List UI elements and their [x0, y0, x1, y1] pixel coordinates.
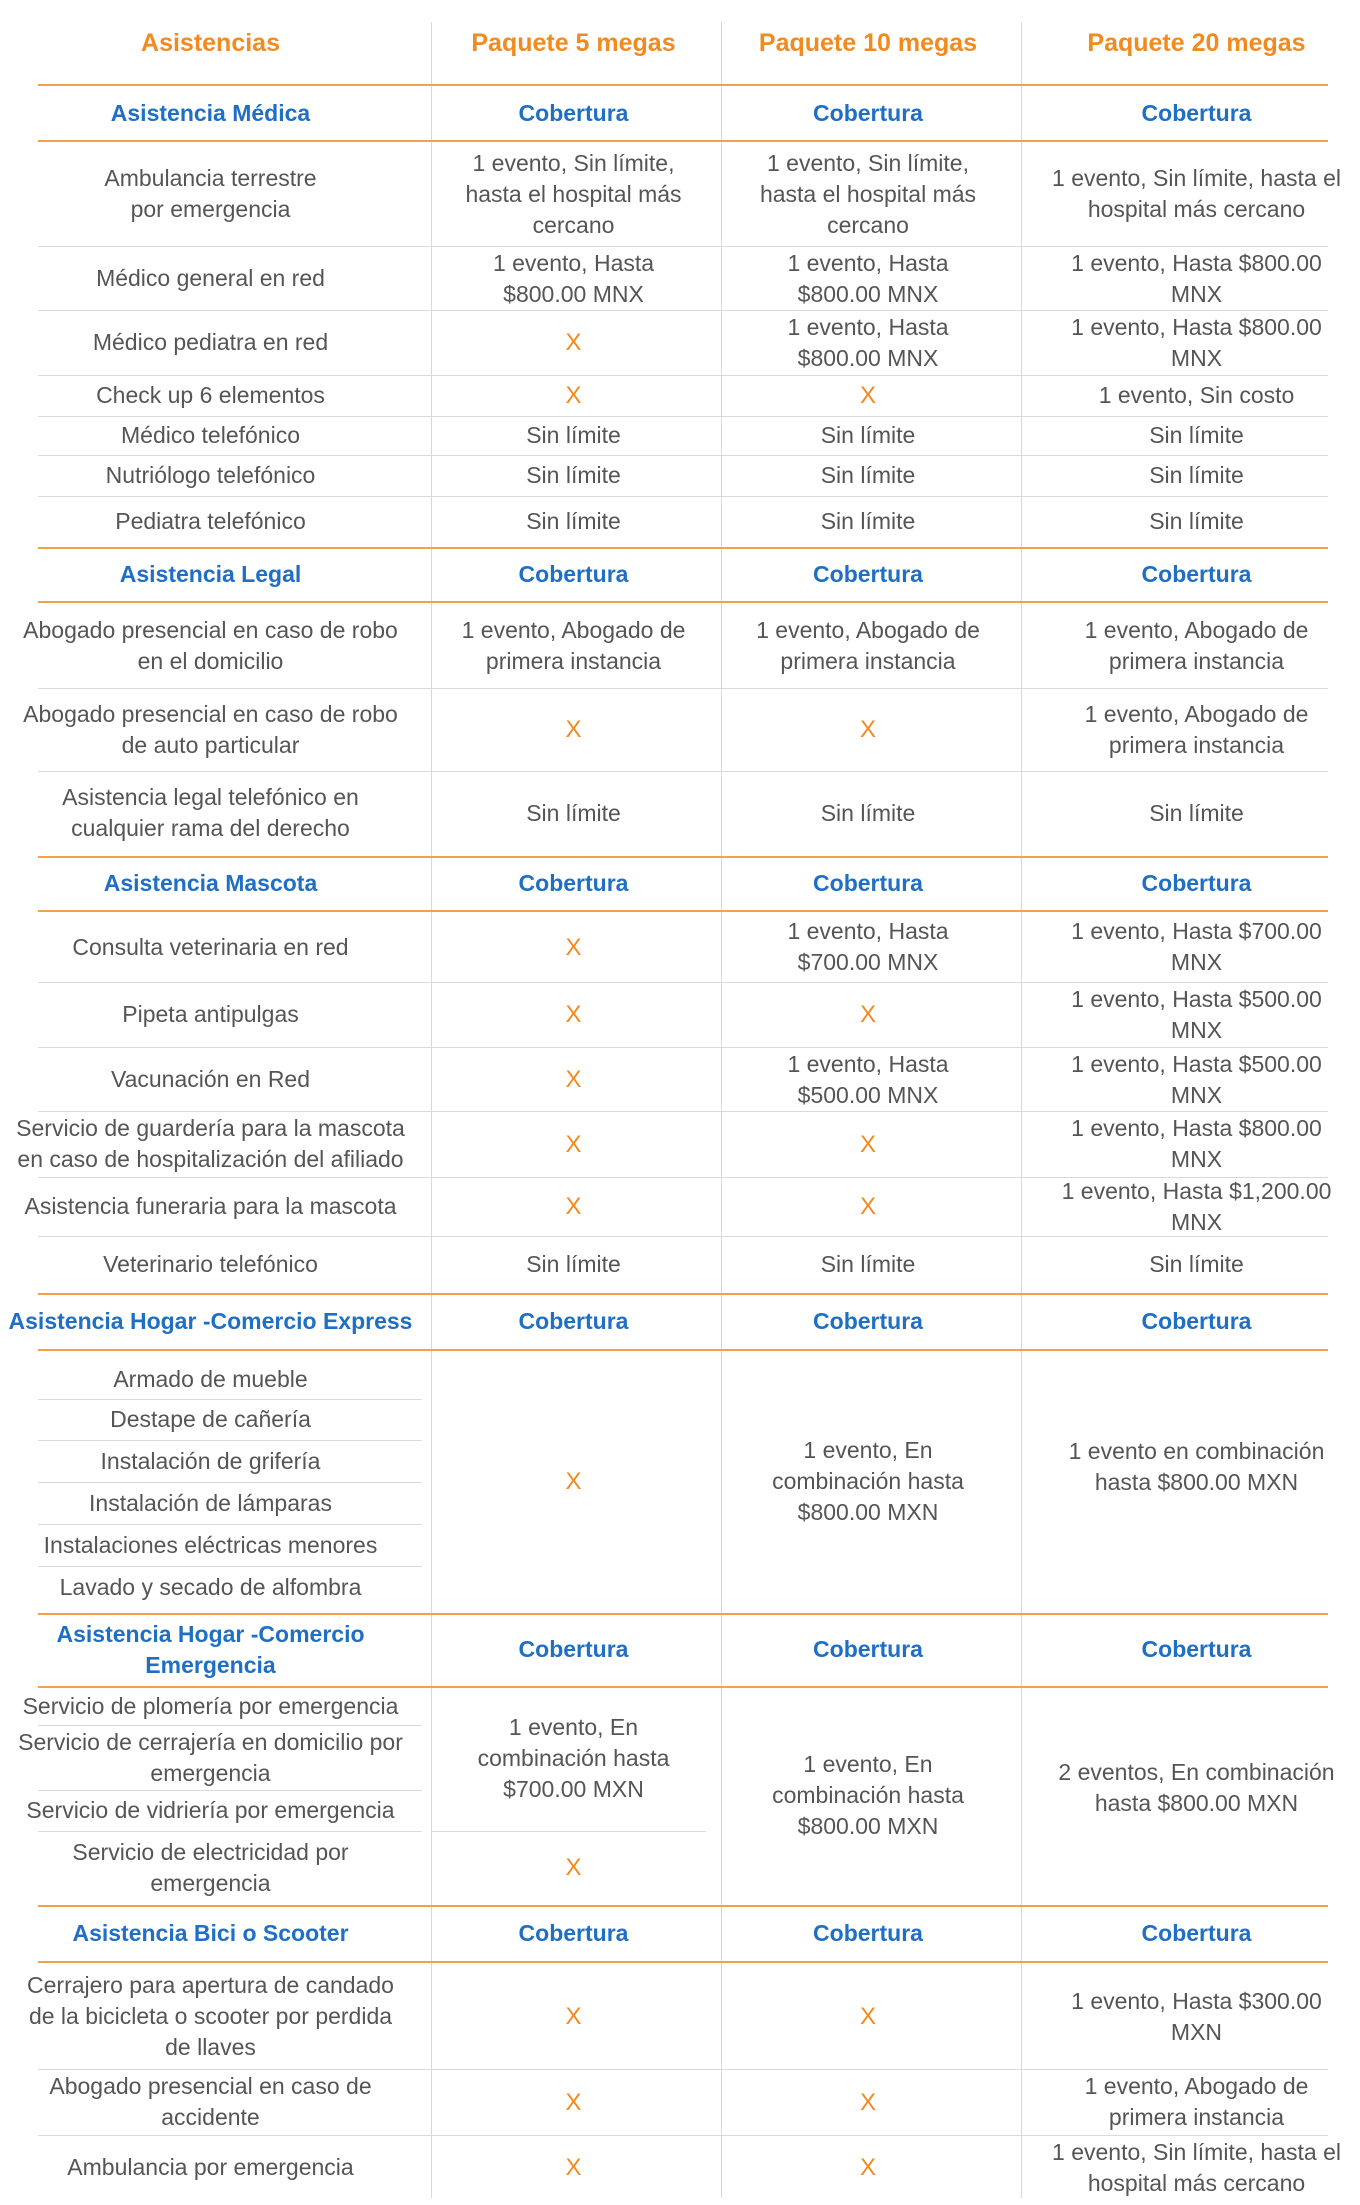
coverage-label: Cobertura	[518, 100, 629, 126]
row-label: Asistencia legal telefónico en cualquier rama del derecho	[62, 784, 359, 841]
row-label: Abogado presencial en caso de accidente	[49, 2073, 372, 2130]
header-asistencias: Asistencias	[141, 29, 280, 57]
header-paquete-2: Paquete 10 megas	[758, 29, 978, 57]
row-value: X	[565, 1001, 582, 1028]
row-value: X	[565, 1066, 582, 1093]
row-label: Check up 6 elementos	[96, 382, 325, 408]
coverage-label: Cobertura	[1141, 100, 1252, 126]
row-value: 1 evento, Hasta $500.00 MNX	[1071, 1050, 1322, 1108]
row-value: 1 evento, Sin límite, hasta el hospital más cercano	[1052, 165, 1341, 222]
row-value: 1 evento, Hasta $500.00 MNX	[787, 1050, 949, 1108]
row-value: X	[859, 1130, 876, 1158]
row-value: Sin límite	[1149, 462, 1244, 488]
row-value: X	[565, 1130, 582, 1158]
row-value: Sin límite	[526, 508, 621, 534]
row-value: Sin límite	[820, 508, 916, 534]
row-value: 1 evento, Abogado de primera instancia	[1084, 2073, 1309, 2130]
row-value: X	[859, 2088, 876, 2116]
row-value: X	[859, 2154, 876, 2181]
service-item: Servicio de cerrajería en domicilio por emergencia	[18, 1728, 403, 1786]
row-value: Sin límite	[820, 1250, 916, 1277]
row-label: Cerrajero para apertura de candado de la bicicleta o scooter por perdida de llaves	[27, 1972, 394, 2060]
service-item: Servicio de vidriería por emergencia	[26, 1797, 395, 1823]
coverage-label: Cobertura	[518, 561, 629, 587]
row-value: X	[859, 2003, 876, 2030]
row-label: Veterinario telefónico	[103, 1250, 318, 1277]
row-value: 1 evento, Hasta $800.00 MNX	[787, 249, 949, 307]
service-item: Instalación de grifería	[100, 1447, 321, 1474]
row-value: Sin límite	[526, 462, 621, 488]
row-value: 1 evento, Abogado de primera instancia	[1084, 617, 1309, 674]
coverage-label: Cobertura	[1141, 870, 1252, 896]
service-item: Destape de cañería	[110, 1406, 311, 1432]
header-paquete-1: Paquete 5 megas	[471, 29, 676, 57]
row-value: 1 evento, Hasta $1,200.00 MNX	[1061, 1177, 1332, 1235]
row-value: X	[565, 1854, 582, 1881]
row-value: 1 evento, Hasta $800.00 MNX	[787, 313, 949, 371]
row-label: Ambulancia por emergencia	[67, 2154, 354, 2180]
row-value: Sin límite	[526, 799, 621, 826]
row-value: 1 evento, Abogado de primera instancia	[461, 617, 686, 674]
row-value: X	[565, 1193, 582, 1220]
coverage-label: Cobertura	[813, 870, 923, 896]
service-item: Instalación de lámparas	[89, 1489, 332, 1516]
coverage-label: Cobertura	[1141, 1307, 1252, 1334]
row-label: Pipeta antipulgas	[122, 1001, 299, 1027]
coverage-label: Cobertura	[518, 1920, 629, 1946]
row-value: 1 evento, Hasta $800.00 MNX	[492, 249, 655, 307]
row-value: X	[565, 2003, 582, 2030]
row-value: 1 evento, Sin costo	[1098, 382, 1295, 408]
row-label: Ambulancia terrestre por emergencia	[104, 165, 317, 222]
coverage-label: Cobertura	[518, 1636, 629, 1662]
coverage-label: Cobertura	[518, 870, 629, 896]
row-value: X	[565, 933, 582, 961]
row-value: X	[565, 2154, 582, 2181]
row-label: Asistencia funeraria para la mascota	[24, 1193, 397, 1219]
row-value: X	[565, 1467, 582, 1495]
coverage-label: Cobertura	[813, 1307, 923, 1334]
row-value: 1 evento en combinación hasta $800.00 MXN	[1068, 1438, 1325, 1495]
section-title: Asistencia Hogar -Comercio Emergencia	[56, 1620, 365, 1678]
service-item: Instalaciones eléctricas menores	[43, 1531, 378, 1558]
service-item: Servicio de electricidad por emergencia	[72, 1838, 349, 1896]
column-divider	[1021, 22, 1022, 2198]
row-value: X	[565, 716, 582, 743]
row-value: X	[859, 382, 876, 409]
row-value: 1 evento, Sin límite, hasta el hospital más cercano	[465, 149, 682, 238]
coverage-label: Cobertura	[813, 1920, 923, 1946]
row-value: Sin límite	[1149, 508, 1244, 534]
row-value: Sin límite	[1149, 422, 1244, 448]
coverage-label: Cobertura	[1141, 1636, 1252, 1662]
row-label: Servicio de guardería para la mascota en caso de hospitalización del afiliado	[16, 1115, 405, 1172]
coverage-label: Cobertura	[1141, 1920, 1252, 1946]
row-value: 1 evento, En combinación hasta $700.00 MXN	[477, 1714, 670, 1802]
section-title: Asistencia Mascota	[103, 870, 318, 896]
row-label: Médico general en red	[96, 265, 325, 291]
coverage-label: Cobertura	[813, 1636, 923, 1662]
header-paquete-3: Paquete 20 megas	[1087, 29, 1306, 57]
row-value: 1 evento, Hasta $300.00 MXN	[1071, 1987, 1322, 2045]
row-value: 1 evento, Hasta $700.00 MNX	[1071, 918, 1322, 975]
service-item: Armado de mueble	[113, 1366, 308, 1392]
row-value: Sin límite	[526, 1250, 621, 1277]
section-title: Asistencia Legal	[119, 561, 302, 587]
row-value: X	[859, 1001, 876, 1028]
row-value: 1 evento, Hasta $800.00 MNX	[1071, 249, 1322, 307]
row-value: 1 evento, Hasta $500.00 MNX	[1071, 985, 1322, 1043]
row-value: X	[565, 382, 582, 409]
row-label: Médico telefónico	[121, 422, 300, 448]
coverage-label: Cobertura	[813, 561, 923, 587]
coverage-label: Cobertura	[813, 100, 923, 126]
service-item: Servicio de plomería por emergencia	[22, 1692, 399, 1719]
row-value: X	[565, 329, 582, 356]
row-value: 1 evento, Hasta $800.00 MNX	[1071, 1115, 1322, 1172]
section-divider	[38, 84, 1328, 86]
coverage-label: Cobertura	[518, 1307, 629, 1334]
row-label: Consulta veterinaria en red	[72, 933, 349, 960]
row-value: X	[565, 2088, 582, 2116]
row-label: Nutriólogo telefónico	[105, 462, 316, 488]
row-label: Vacunación en Red	[110, 1066, 311, 1092]
row-label: Abogado presencial en caso de robo de auto particular	[23, 700, 398, 758]
row-label: Abogado presencial en caso de robo en el domicilio	[23, 617, 398, 674]
row-value: 1 evento, Hasta $800.00 MNX	[1071, 313, 1322, 371]
section-title: Asistencia Médica	[110, 100, 311, 126]
coverage-label: Cobertura	[1141, 561, 1252, 587]
row-value: Sin límite	[526, 422, 621, 448]
section-title: Asistencia Bici o Scooter	[72, 1920, 349, 1946]
row-value: 1 evento, En combinación hasta $800.00 MXN	[772, 1750, 964, 1839]
row-value: Sin límite	[1149, 799, 1244, 826]
section-title: Asistencia Hogar -Comercio Express	[8, 1307, 413, 1334]
row-label: Pediatra telefónico	[115, 508, 306, 534]
row-value: 1 evento, Sin límite, hasta el hospital más cercano	[759, 149, 977, 238]
row-value: 1 evento, Abogado de primera instancia	[756, 617, 980, 674]
row-value: 1 evento, En combinación hasta $800.00 MXN	[772, 1436, 964, 1525]
row-value: Sin límite	[1149, 1250, 1244, 1277]
row-label: Médico pediatra en red	[92, 329, 329, 355]
row-value: Sin límite	[820, 462, 916, 488]
row-value: X	[859, 716, 876, 743]
service-item: Lavado y secado de alfombra	[59, 1573, 362, 1600]
row-value: Sin límite	[820, 422, 916, 448]
row-value: Sin límite	[820, 799, 916, 826]
row-value: X	[859, 1193, 876, 1220]
row-value: 1 evento, Abogado de primera instancia	[1084, 700, 1309, 758]
row-value: 2 eventos, En combinación hasta $800.00 MXN	[1058, 1759, 1335, 1816]
row-value: 1 evento, Hasta $700.00 MNX	[787, 918, 949, 975]
row-value: 1 evento, Sin límite, hasta el hospital más cercano	[1052, 2138, 1341, 2196]
